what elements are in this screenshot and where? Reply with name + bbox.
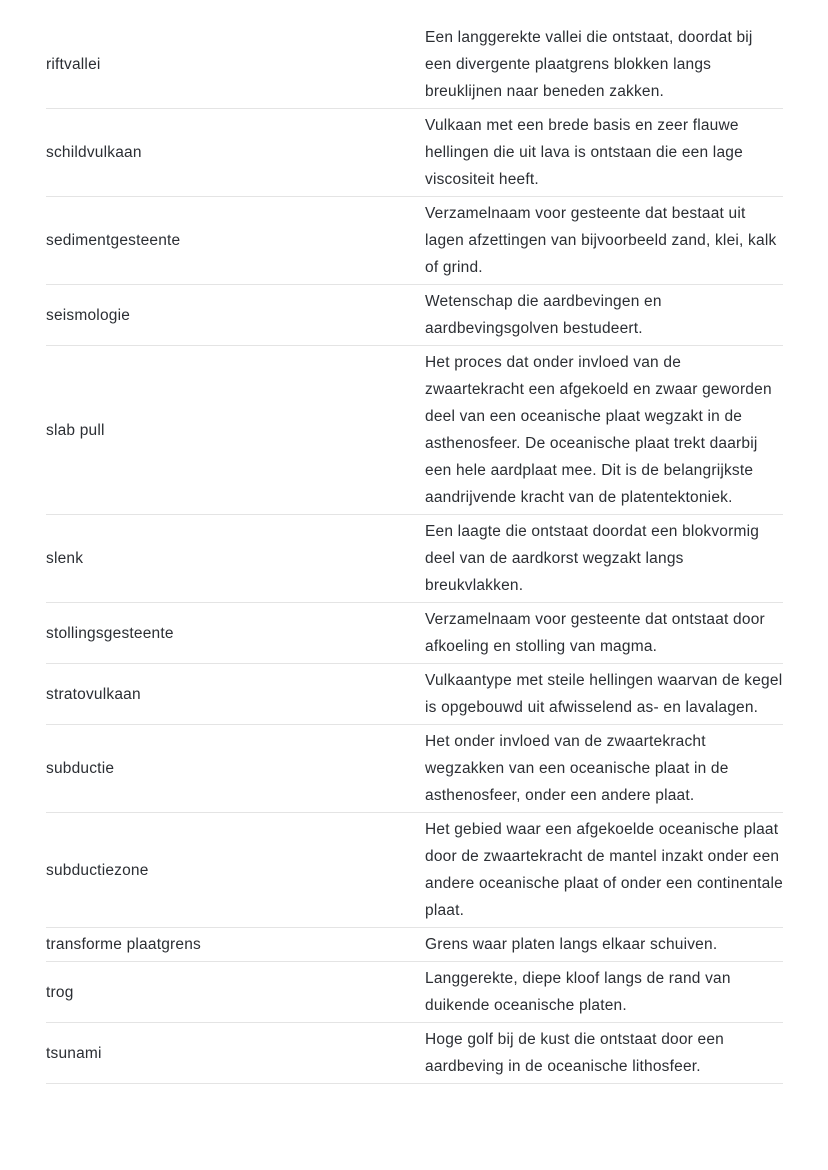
definition-text: Hoge golf bij de kust die ontstaat door een aardbeving in de oceanische lithosfeer. <box>425 1031 724 1075</box>
definition-text: Een langgerekte vallei die ontstaat, doordat bij een divergente plaatgrens blokken langs breuklijnen naar beneden zakken. <box>425 29 753 100</box>
row-transforme-plaatgrens <box>46 928 783 962</box>
row-subductiezone <box>46 813 783 928</box>
term-label: tsunami <box>46 1044 102 1062</box>
term-label: stollingsgesteente <box>46 624 174 642</box>
definition-text: Verzamelnaam voor gesteente dat bestaat uit lagen afzettingen van bijvoorbeeld zand, klei, kalk of grind. <box>425 205 777 276</box>
glossary-table <box>46 0 783 1084</box>
definition-text: Het onder invloed van de zwaartekracht wegzakken van een oceanische plaat in de asthenosfeer, onder een andere plaat. <box>425 733 729 804</box>
definition-text: Verzamelnaam voor gesteente dat ontstaat door afkoeling en stolling van magma. <box>425 611 765 655</box>
term-label: slenk <box>46 550 84 567</box>
term-label: subductie <box>46 760 115 777</box>
definition-text: Vulkaan met een brede basis en zeer flauwe hellingen die uit lava is ontstaan die een lage viscositeit heeft. <box>425 117 743 188</box>
definition-text: Vulkaantype met steile hellingen waarvan de kegel is opgebouwd uit afwisselend as- en lavalagen. <box>425 672 783 716</box>
term-label: trog <box>46 983 74 1001</box>
definition-text: Het proces dat onder invloed van de zwaartekracht een afgekoeld en zwaar geworden deel van een oceanische plaat wegzakt in de asthenosfeer. De oceanische plaat trekt daarbij een hele aardplaat mee. Dit is de belangrijkste aandrijvende kracht van de platentektoniek. <box>425 354 772 506</box>
term-label: transforme plaatgrens <box>46 936 201 953</box>
term-label: seismologie <box>46 306 131 324</box>
definition-text: Een laagte die ontstaat doordat een blokvormig deel van de aardkorst wegzakt langs breukvlakken. <box>425 523 760 594</box>
row-subductie <box>46 725 783 813</box>
row-sedimentgesteente <box>46 197 783 285</box>
row-tsunami <box>46 1023 783 1084</box>
term-label: slab pull <box>46 421 105 439</box>
term-label: stratovulkaan <box>46 685 141 703</box>
row-trog <box>46 962 783 1023</box>
definition-text: Wetenschap die aardbevingen en aardbevingsgolven bestudeert. <box>425 293 662 337</box>
row-slab-pull <box>46 346 783 515</box>
row-stollingsgesteente <box>46 603 783 664</box>
definition-text: Langgerekte, diepe kloof langs de rand van duikende oceanische platen. <box>425 970 731 1014</box>
row-slenk <box>46 515 783 603</box>
term-label: riftvallei <box>46 56 101 73</box>
row-riftvallei <box>46 21 783 109</box>
row-stratovulkaan <box>46 664 783 725</box>
definition-text: Het gebied waar een afgekoelde oceanische plaat door de zwaartekracht de mantel inzakt onder een andere oceanische plaat of onder een continentale plaat. <box>425 821 783 919</box>
definition-text: Grens waar platen langs elkaar schuiven. <box>425 936 718 953</box>
term-label: subductiezone <box>46 861 149 879</box>
term-label: schildvulkaan <box>46 144 142 161</box>
row-seismologie <box>46 285 783 346</box>
row-schildvulkaan <box>46 109 783 197</box>
term-label: sedimentgesteente <box>46 232 181 249</box>
